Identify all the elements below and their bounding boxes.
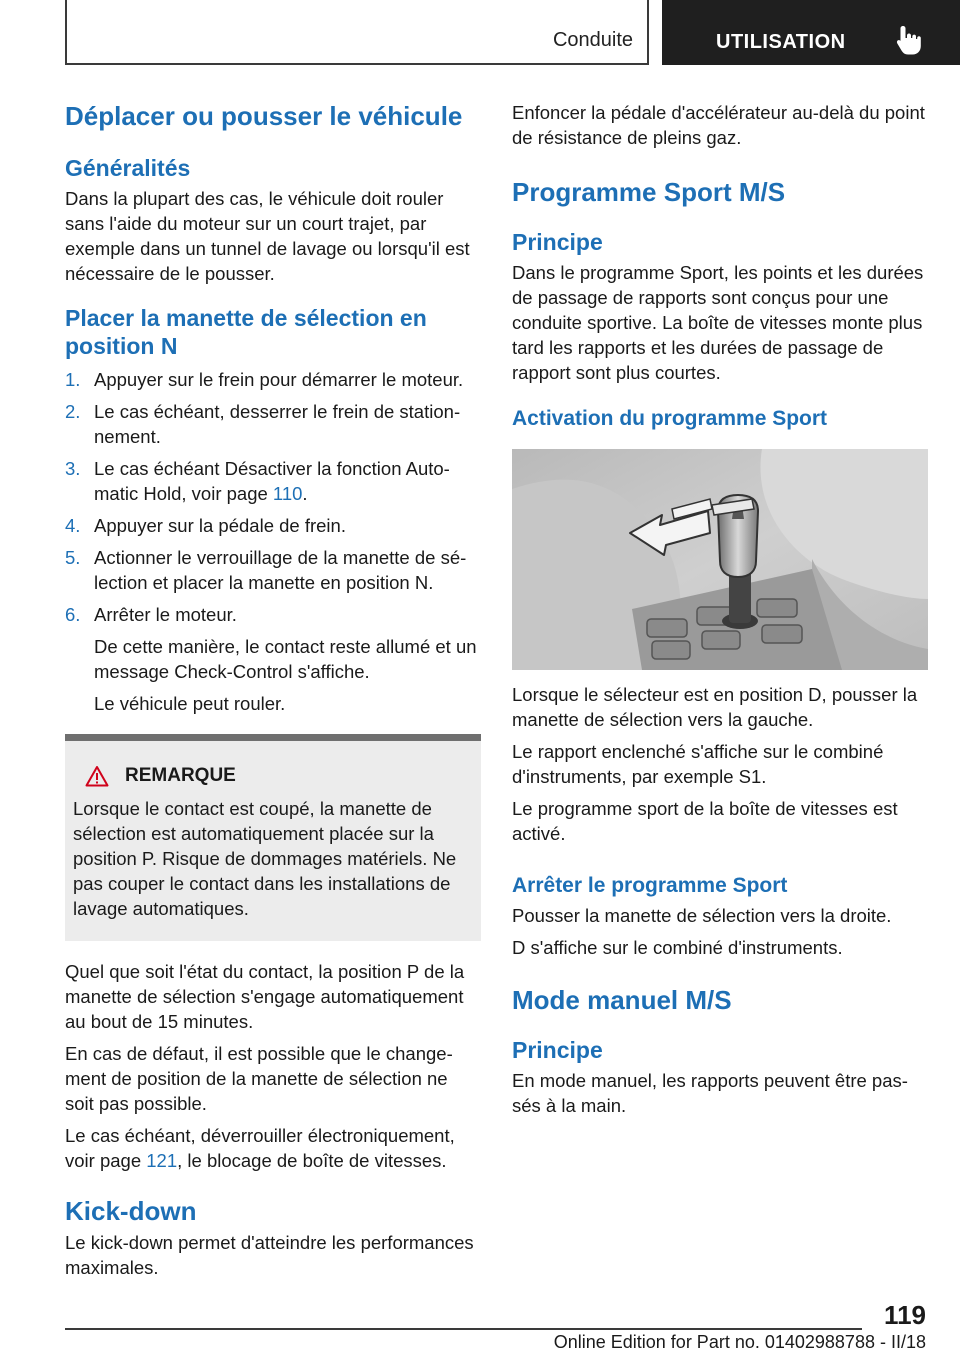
warning-triangle-icon	[85, 765, 109, 787]
steps-list	[65, 367, 481, 627]
page-number: 119	[884, 1300, 926, 1330]
heading-general: Généralités	[65, 155, 191, 181]
notice-text: Lorsque le contact est coupé, la manette de sélection est automatiquement placée sur la position P. Risque de dommages matériels. Ne pas couper le contact dans les installations de lavage automatiques.	[73, 798, 457, 919]
notice-header	[73, 763, 473, 789]
list-item: 4. Appuyer sur la pédale de frein.	[65, 515, 346, 536]
step-6-detail: De cette manière, le contact reste allumé et un message Check-Control s'affiche.	[94, 636, 477, 682]
paragraph-general: Dans la plupart des cas, le véhicule doit rouler sans l'aide du moteur sur un court trajet, par exemple dans un tunnel de lavage ou lorsqu'il est nécessaire de le pousser.	[65, 188, 470, 284]
paragraph-principle-sport: Dans le programme Sport, les points et les durées de passage de rapports sont conçus pour une conduite sportive. La boîte de vitesses monte plus tard les rapports et les durées de passage de rapport sont plus courtes.	[512, 262, 924, 383]
paragraph-kickdown: Le kick-down permet d'atteindre les performances maximales.	[65, 1232, 474, 1278]
step-6-result: Le véhicule peut rouler.	[94, 693, 286, 714]
list-item: 5. Actionner le verrouillage de la manette de sélection et placer la manette en position N.	[65, 547, 467, 593]
heading-principle-manual: Principe	[512, 1037, 603, 1063]
footer-edition: Online Edition for Part no. 01402988788 - II/18	[553, 1332, 926, 1352]
header-chapter-tab	[65, 0, 649, 65]
list-item: 2. Le cas échéant, desserrer le frein de stationnement.	[65, 401, 461, 447]
heading-manual-mode: Mode manuel M/S	[512, 985, 732, 1015]
heading-neutral-position: Placer la manette de sélection en position N	[65, 305, 427, 359]
page-link-121[interactable]: 121	[146, 1150, 178, 1171]
heading-move-vehicle: Déplacer ou pousser le véhicule	[65, 101, 463, 131]
right-column	[512, 100, 928, 1118]
heading-sport-activation: Activation du programme Sport	[512, 407, 828, 430]
header-section-tab	[662, 0, 960, 65]
notice-title: REMARQUE	[125, 765, 236, 786]
pointing-hand-icon	[894, 24, 924, 56]
section-title: UTILISATION	[716, 31, 846, 53]
heading-kickdown: Kick-down	[65, 1196, 197, 1226]
paragraph-principle-manual: En mode manuel, les rapports peuvent être passés à la main.	[512, 1070, 908, 1116]
list-item: 3. Le cas échéant Désactiver la fonction Automatic Hold, voir page 110.	[65, 458, 450, 504]
footer-divider	[65, 1328, 862, 1330]
paragraph-defect: En cas de défaut, il est possible que le changement de position de la manette de sélection ne soit pas possible.	[65, 1043, 453, 1114]
paragraph-activation-1: Lorsque le sélecteur est en position D, pousser la manette de sélection vers la gauche.	[512, 684, 918, 730]
paragraph-unlock: Le cas échéant, déverrouiller électroniquement, voir page 121, le blocage de boîte de vitesses.	[65, 1125, 455, 1171]
heading-stop-sport: Arrêter le programme Sport	[512, 874, 788, 897]
left-column	[65, 100, 481, 1280]
gear-selector-illustration	[512, 449, 928, 670]
paragraph-stop-2: D s'affiche sur le combiné d'instruments.	[512, 937, 843, 958]
heading-sport-program: Programme Sport M/S	[512, 177, 786, 207]
paragraph-activation-2: Le rapport enclenché s'affiche sur le combiné d'instruments, par exemple S1.	[512, 741, 884, 787]
paragraph-activation-3: Le programme sport de la boîte de vitesses est activé.	[512, 798, 898, 844]
paragraph-stop-1: Pousser la manette de sélection vers la droite.	[512, 905, 892, 926]
list-item: 6. Arrêter le moteur.	[65, 604, 237, 625]
paragraph-kickdown-continued: Enfoncer la pédale d'accélérateur au-delà du point de résistance de pleins gaz.	[512, 102, 925, 148]
page-link-110[interactable]: 110	[272, 483, 303, 504]
heading-principle-sport: Principe	[512, 229, 603, 255]
list-item: 1. Appuyer sur le frein pour démarrer le moteur.	[65, 369, 464, 390]
paragraph-park-auto: Quel que soit l'état du contact, la position P de la manette de sélection s'engage automatiquement au bout de 15 minutes.	[65, 961, 465, 1032]
notice-box	[65, 734, 481, 941]
chapter-title: Conduite	[552, 29, 633, 51]
